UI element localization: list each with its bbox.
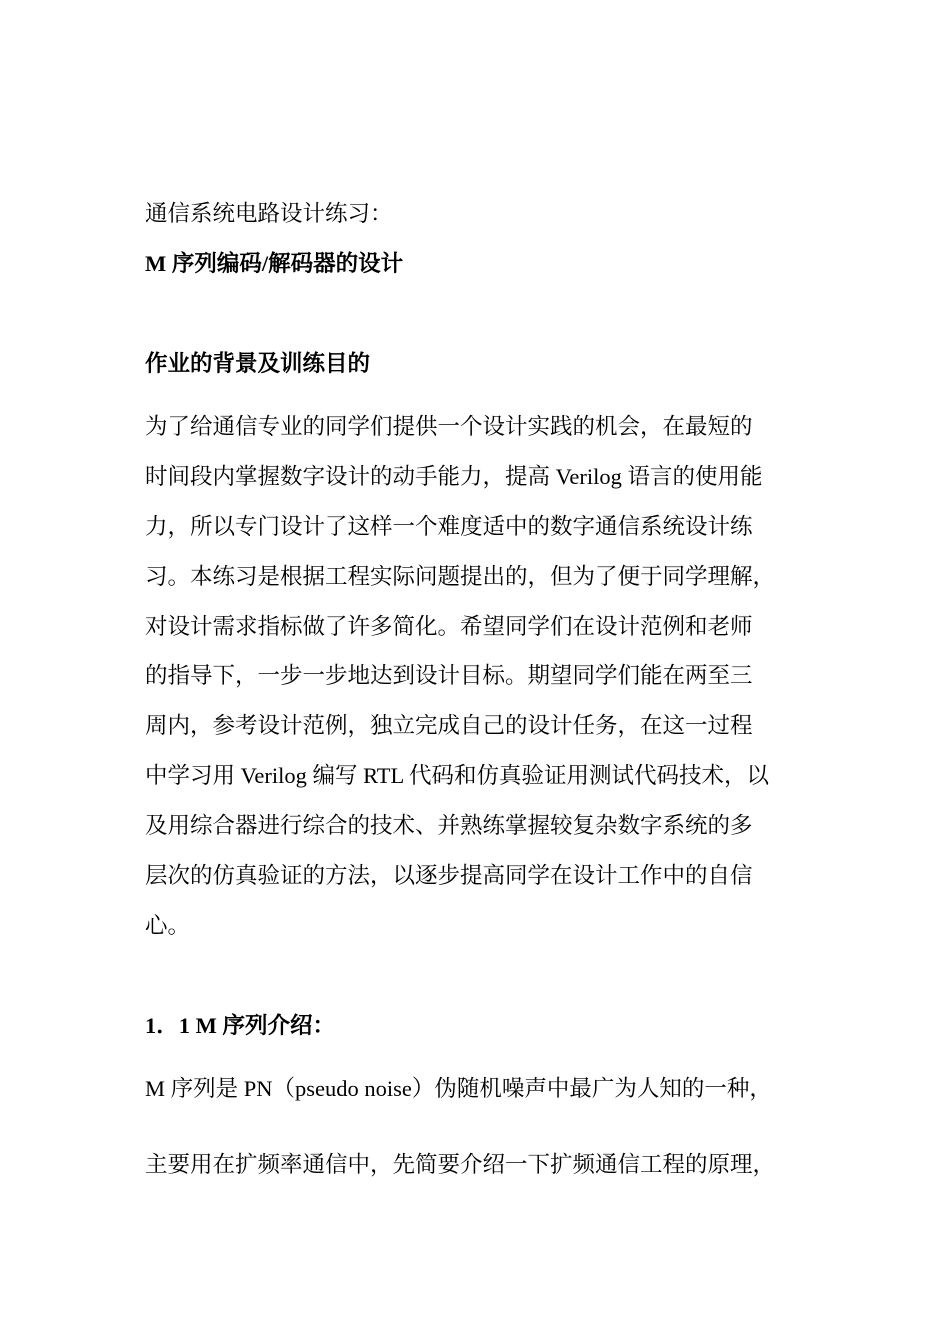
paragraph-line: 时间段内掌握数字设计的动手能力，提高 Verilog 语言的使用能 [145,464,763,489]
paragraph-line: 周内，参考设计范例，独立完成自己的设计任务，在这一过程 [145,713,753,738]
document-title: M 序列编码/解码器的设计 [145,251,404,276]
intro-line: 通信系统电路设计练习： [145,201,393,226]
paragraph-line: 对设计需求指标做了许多简化。希望同学们在设计范例和老师 [145,614,753,639]
paragraph-line: 层次的仿真验证的方法，以逐步提高同学在设计工作中的自信 [145,863,753,888]
paragraph-line: 习。本练习是根据工程实际问题提出的，但为了便于同学理解， [145,564,776,589]
subsection-line: M 序列是 PN（pseudo noise）伪随机噪声中最广为人知的一种， [145,1076,772,1101]
paragraph-line: 为了给通信专业的同学们提供一个设计实践的机会，在最短的 [145,414,753,439]
paragraph-line: 力，所以专门设计了这样一个难度适中的数字通信系统设计练 [145,514,753,539]
paragraph-line: 中学习用 Verilog 编写 RTL 代码和仿真验证用测试代码技术，以 [145,763,770,788]
section-heading: 作业的背景及训练目的 [145,351,371,376]
subsection-heading: 1．1 M 序列介绍： [145,1013,335,1038]
paragraph-line: 及用综合器进行综合的技术、并熟练掌握较复杂数字系统的多 [145,813,753,838]
paragraph-line: 心。 [145,913,191,938]
subsection-line: 主要用在扩频率通信中，先简要介绍一下扩频通信工程的原理， [145,1152,776,1177]
paragraph-line: 的指导下，一步一步地达到设计目标。期望同学们能在两至三 [145,663,753,688]
